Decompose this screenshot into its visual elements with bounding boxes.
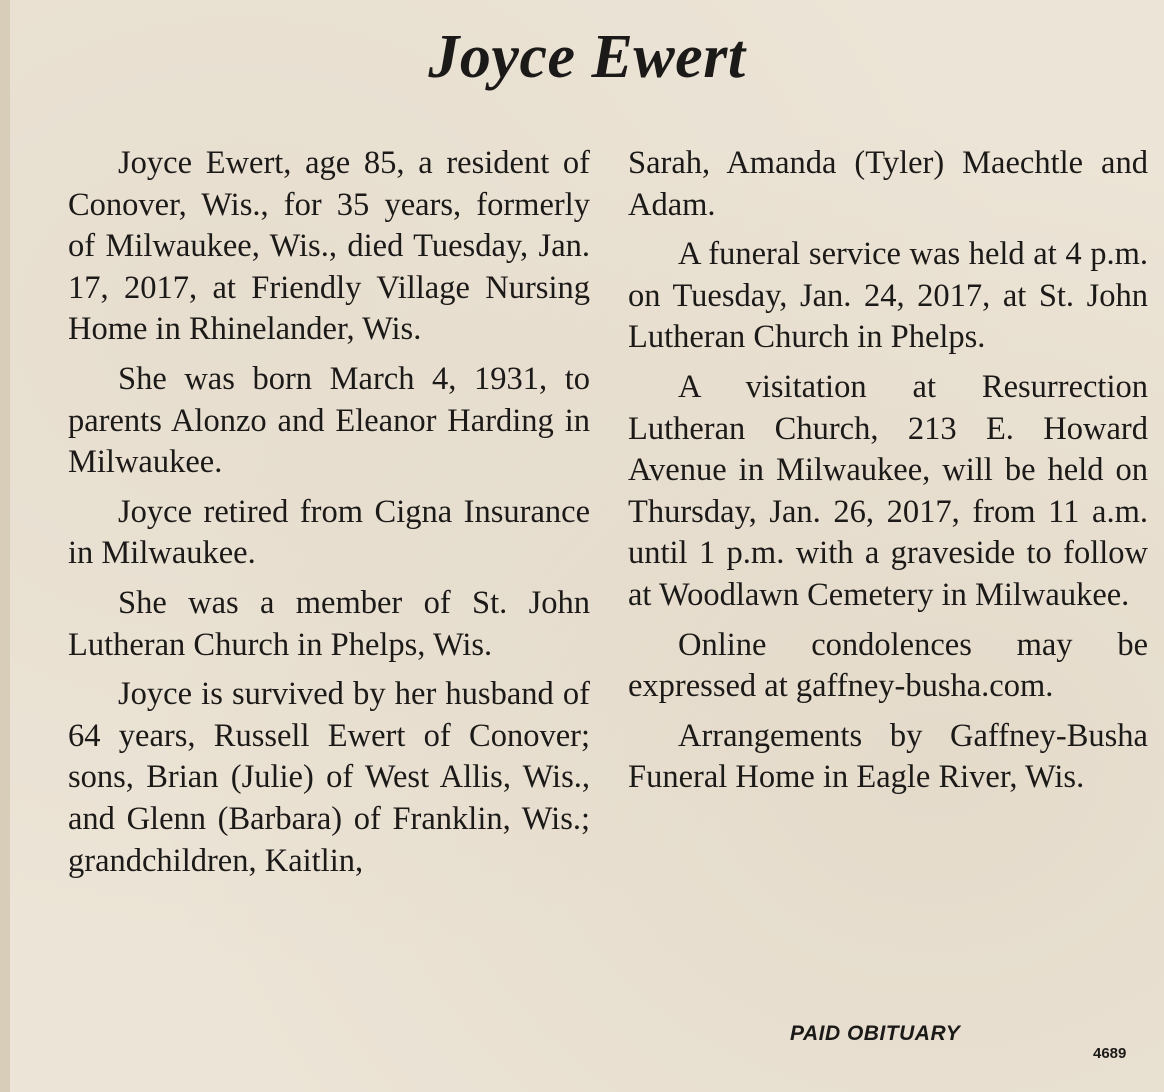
right-column: [628, 143, 1148, 807]
paragraph-birth: She was born March 4, 1931, to parents Alonzo and Eleanor Harding in Milwaukee.: [68, 360, 590, 481]
ad-code: 4689: [1093, 1045, 1127, 1062]
paragraph-survivors: Joyce is survived by her husband of 64 years, Russell Ewert of Conover; sons, Brian (Julie) of West Allis, Wis., and Glenn (Barbara) of Franklin, Wis.; grandchildren, Kaitlin,: [68, 676, 590, 879]
paragraph-condolences: Online condolences may be expressed at gaffney-busha.com.: [628, 626, 1148, 705]
left-column: [68, 143, 590, 890]
paragraph-visitation: A visitation at Resurrection Lutheran Church, 213 E. Howard Avenue in Milwaukee, will be held on Thursday, Jan. 26, 2017, from 11 a.m. until 1 p.m. with a graveside to follow at Woodlawn Cemetery in Milwaukee.: [628, 368, 1148, 613]
paragraph-residence-death: Joyce Ewert, age 85, a resident of Conover, Wis., for 35 years, formerly of Milwaukee, Wis., died Tuesday, Jan. 17, 2017, at Friendly Village Nursing Home in Rhinelander, Wis.: [68, 145, 590, 348]
paragraph-career: Joyce retired from Cigna Insurance in Milwaukee.: [68, 493, 590, 572]
paragraph-funeral-service: A funeral service was held at 4 p.m. on Tuesday, Jan. 24, 2017, at St. John Lutheran Church in Phelps.: [628, 236, 1148, 356]
paragraph-church-membership: She was a member of St. John Lutheran Church in Phelps, Wis.: [68, 584, 590, 663]
paid-obituary-label: PAID OBITUARY: [790, 1022, 961, 1045]
obituary-title: Joyce Ewert: [428, 23, 746, 91]
paragraph-arrangements: Arrangements by Gaffney-Busha Funeral Home in Eagle River, Wis.: [628, 717, 1148, 796]
paragraph-survivors-continued: Sarah, Amanda (Tyler) Maechtle and Adam.: [628, 145, 1148, 223]
